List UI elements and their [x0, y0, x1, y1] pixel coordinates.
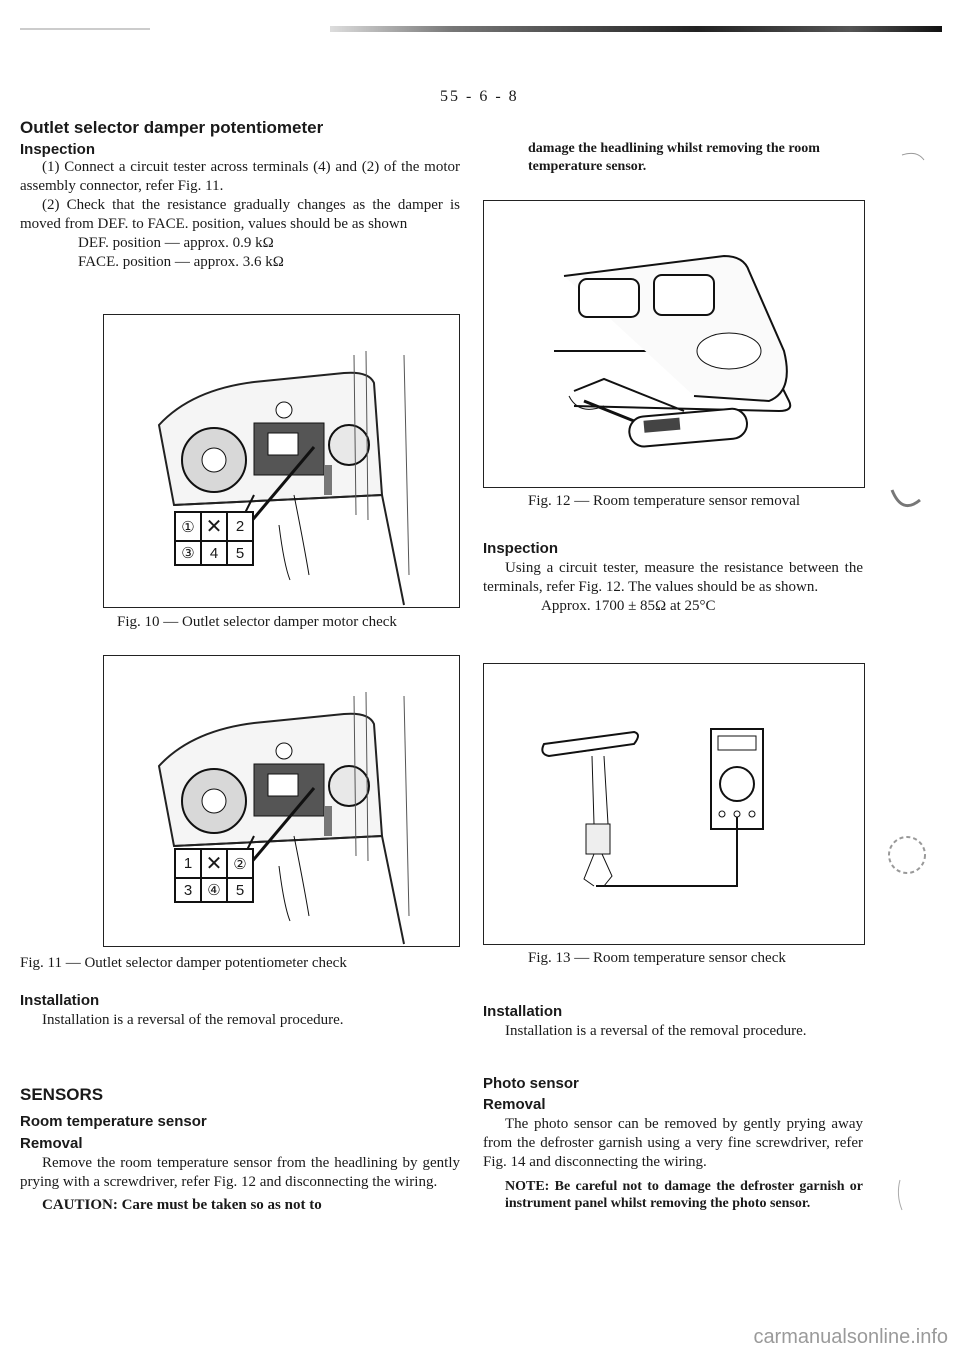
fig10-terminal: 5: [227, 541, 253, 565]
right-inspection-block: [483, 540, 863, 616]
face-position-value: FACE. position — approx. 3.6 kΩ: [78, 254, 284, 270]
fig12-figure: [483, 200, 865, 488]
fig11-terminal: ②: [227, 849, 253, 878]
fig11-figure: [103, 655, 460, 947]
fig10-terminal: ③: [175, 541, 201, 565]
installation-heading-right: Installation: [483, 1003, 563, 1020]
fig12-caption: Fig. 12 — Room temperature sensor removal: [528, 493, 801, 509]
left-column-top: [20, 118, 460, 272]
fig13-figure: [483, 663, 865, 945]
watermark: carmanualsonline.info: [753, 1326, 948, 1348]
fig13-caption: Fig. 13 — Room temperature sensor check: [528, 950, 786, 966]
fig10-terminal: ①: [175, 512, 201, 541]
fig13-illustration: [484, 664, 864, 944]
fig10-terminal-cross: ✕: [201, 512, 227, 541]
fig11-caption: Fig. 11 — Outlet selector damper potentiometer check: [20, 955, 347, 971]
fig10-terminal-grid: [174, 511, 254, 566]
removal-text-right: The photo sensor can be removed by gently prying away from the defroster garnish using a very fine screwdriver, refer Fig. 14 and disconnecting the wiring.: [483, 1116, 863, 1170]
def-position-value: DEF. position — approx. 0.9 kΩ: [78, 235, 274, 251]
inspection-heading-right: Inspection: [483, 540, 559, 557]
caution-continuation: damage the headlining whilst removing the room temperature sensor.: [528, 141, 820, 174]
fig12-illustration: [484, 201, 864, 487]
inspection-heading-left: Inspection: [20, 141, 96, 158]
room-temp-heading: Room temperature sensor: [20, 1113, 207, 1130]
sensors-heading: SENSORS: [20, 1085, 104, 1104]
page-number: 55 - 6 - 8: [440, 88, 519, 105]
fig10-terminal: 2: [227, 512, 253, 541]
removal-heading-right: Removal: [483, 1096, 546, 1113]
fig10-terminal: 4: [201, 541, 227, 565]
fig11-terminal: 5: [227, 878, 253, 902]
fig11-terminal-cross: ✕: [201, 849, 227, 878]
scan-edge-mark: [20, 28, 150, 30]
installation-heading-left: Installation: [20, 992, 100, 1009]
photo-sensor-heading: Photo sensor: [483, 1075, 579, 1092]
right-installation-block: [483, 1003, 863, 1041]
scan-margin-marks: [872, 150, 932, 1310]
outlet-selector-title: Outlet selector damper potentiometer: [20, 118, 324, 137]
installation-text-right: Installation is a reversal of the removal procedure.: [505, 1023, 807, 1039]
left-installation-block: [20, 992, 460, 1030]
scan-edge-bar: [330, 26, 942, 32]
inspection-text-right: Using a circuit tester, measure the resistance between the terminals, refer Fig. 12. The values should be as shown.: [483, 560, 863, 595]
fig11-terminal: ④: [201, 878, 227, 902]
removal-heading-left: Removal: [20, 1135, 83, 1152]
inspection-step-1: (1) Connect a circuit tester across terminals (4) and (2) of the motor assembly connector, refer Fig. 11.: [20, 159, 460, 194]
fig10-illustration: [104, 315, 459, 607]
sensors-block: [20, 1085, 460, 1215]
fig11-terminal-grid: [174, 848, 254, 903]
installation-text-left: Installation is a reversal of the removal procedure.: [42, 1012, 344, 1028]
fig10-figure: [103, 314, 460, 608]
fig11-terminal: 3: [175, 878, 201, 902]
removal-text-left: Remove the room temperature sensor from the headlining by gently prying with a screwdriver, refer Fig. 12 and disconnecting the wiring.: [20, 1155, 460, 1190]
fig11-illustration: [104, 656, 459, 946]
fig10-caption: Fig. 10 — Outlet selector damper motor check: [117, 614, 397, 630]
resistance-value: Approx. 1700 ± 85Ω at 25°C: [541, 598, 716, 614]
inspection-step-2: (2) Check that the resistance gradually changes as the damper is moved from DEF. to FACE. position, values should be as shown: [20, 197, 460, 232]
photo-sensor-block: [483, 1075, 863, 1212]
caution-text: CAUTION: Care must be taken so as not to: [42, 1197, 322, 1213]
note-text: NOTE: Be careful not to damage the defroster garnish or instrument panel whilst removing the photo sensor.: [505, 1179, 863, 1211]
fig11-terminal: 1: [175, 849, 201, 878]
